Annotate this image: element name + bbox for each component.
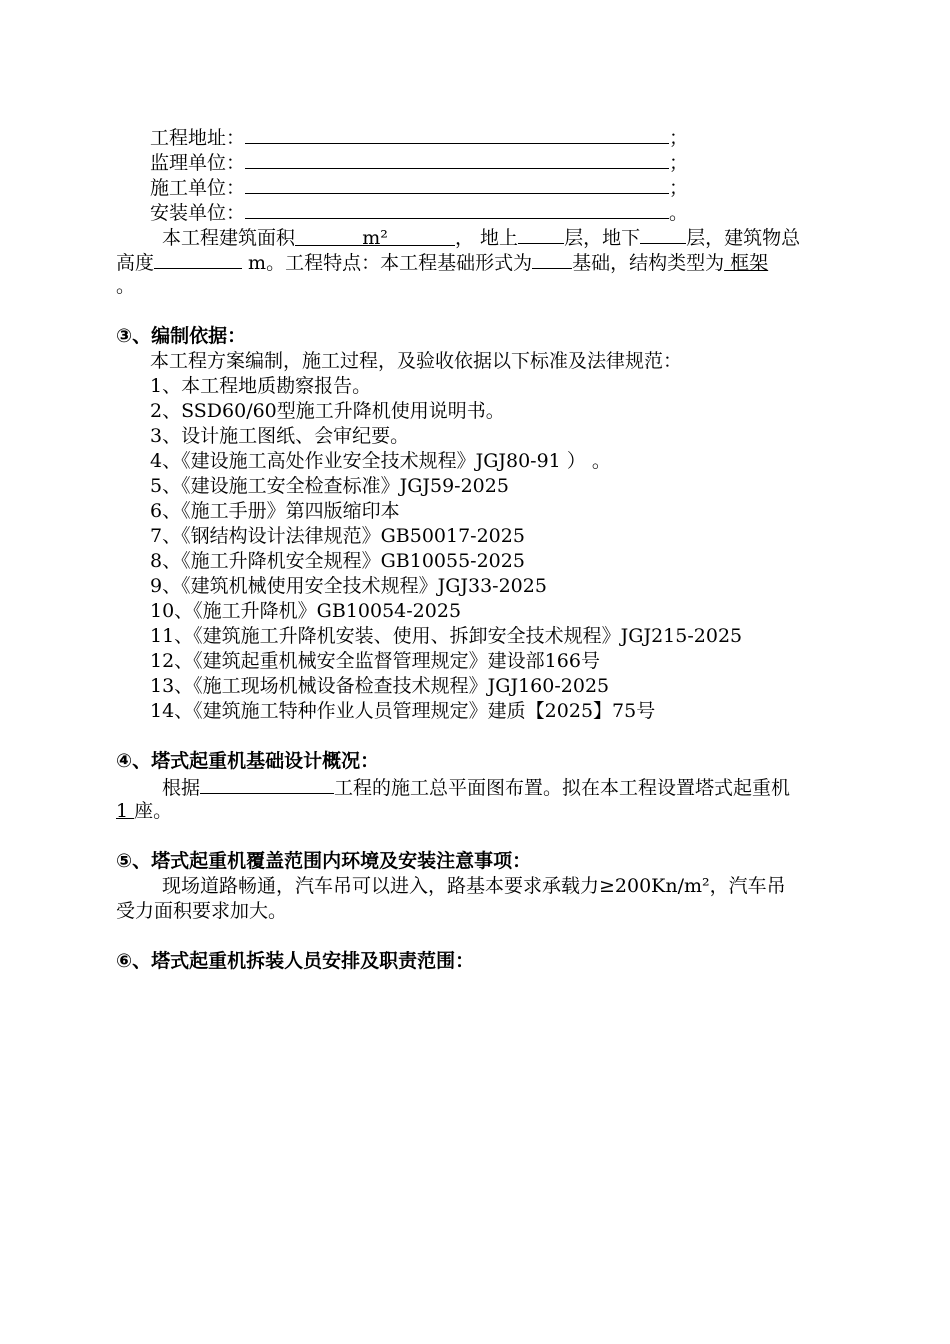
list-item: 8、《施工升降机安全规程》GB10055-2025 — [150, 550, 525, 572]
install-blank — [245, 199, 669, 219]
list-item: 6、《施工手册》第四版缩印本 — [150, 500, 400, 522]
separator: ； — [669, 152, 689, 174]
height-blank — [154, 249, 242, 269]
env-line-1: 现场道路畅通，汽车吊可以进入，路基本要求承载力≥200Kn/m²，汽车吊 — [162, 875, 786, 897]
list-item: 10、《施工升降机》GB10054-2025 — [150, 600, 462, 622]
structure-type: 框架 — [724, 252, 769, 274]
install-label: 安装单位： — [150, 202, 246, 224]
overview-line-3 — [116, 274, 135, 299]
crane-text: 根据 — [162, 777, 201, 799]
basis-heading: ③、编制依据： — [116, 325, 247, 347]
above-floors-blank — [518, 224, 564, 244]
list-item: 12、《建筑起重机械安全监督管理规定》建设部166号 — [150, 650, 600, 672]
overview-text: ， 地上 — [455, 227, 519, 249]
crane-line-2 — [116, 799, 172, 824]
below-floors-blank — [640, 224, 686, 244]
list-item: 3、设计施工图纸、会审纪要。 — [150, 425, 410, 447]
install-field — [150, 199, 688, 226]
overview-text: 。 — [116, 275, 136, 297]
construction-label: 施工单位： — [150, 177, 246, 199]
list-item: 9、《建筑机械使用安全技术规程》JGJ33-2025 — [150, 575, 547, 597]
overview-text: 高度 — [116, 252, 155, 274]
foundation-blank — [532, 249, 572, 269]
separator: 。 — [669, 202, 689, 224]
list-item: 5、《建设施工安全检查标准》JGJ59-2025 — [150, 475, 509, 497]
env-line-2: 受力面积要求加大。 — [116, 900, 288, 922]
overview-text: m。工程特点：本工程基础形式为 — [242, 252, 533, 274]
separator: ； — [669, 127, 689, 149]
area-blank — [295, 226, 455, 249]
list-item: 4、《建设施工高处作业安全技术规程》JGJ80-91 ） 。 — [150, 450, 611, 472]
list-item: 7、《钢结构设计法律规范》GB50017-2025 — [150, 525, 525, 547]
crane-text: 座。 — [134, 800, 173, 822]
supervision-blank — [245, 149, 669, 169]
overview-line-1 — [162, 224, 800, 251]
project-name-blank — [200, 774, 334, 794]
overview-text: 本工程建筑面积 — [162, 227, 296, 249]
crane-text: 工程的施工总平面图布置。拟在本工程设置塔式起重机 — [334, 777, 791, 799]
supervision-field — [150, 149, 688, 176]
overview-text: 基础，结构类型为 — [572, 252, 725, 274]
crane-heading: ④、塔式起重机基础设计概况： — [116, 750, 380, 772]
list-item: 2、SSD60/60型施工升降机使用说明书。 — [150, 400, 505, 422]
env-heading: ⑤、塔式起重机覆盖范围内环境及安装注意事项： — [116, 850, 532, 872]
basis-intro: 本工程方案编制，施工过程，及验收依据以下标准及法律规范： — [150, 350, 683, 372]
overview-text: 层，建筑物总 — [686, 227, 801, 249]
supervision-label: 监理单位： — [150, 152, 246, 174]
address-field — [150, 124, 688, 151]
construction-blank — [245, 174, 669, 194]
list-item: 13、《施工现场机械设备检查技术规程》JGJ160-2025 — [150, 675, 610, 697]
address-blank — [245, 124, 669, 144]
crane-count: 1 — [116, 800, 135, 822]
overview-line-2 — [116, 249, 768, 276]
list-item: 11、《建筑施工升降机安装、使用、拆卸安全技术规程》JGJ215-2025 — [150, 625, 743, 647]
construction-field — [150, 174, 688, 201]
address-label: 工程地址： — [150, 127, 246, 149]
list-item: 14、《建筑施工特种作业人员管理规定》建质【2025】75号 — [150, 700, 656, 722]
crane-line-1 — [162, 774, 790, 801]
separator: ； — [669, 177, 689, 199]
area-unit: m² — [362, 227, 388, 249]
overview-text: 层，地下 — [564, 227, 641, 249]
staff-heading: ⑥、塔式起重机拆装人员安排及职责范围： — [116, 950, 475, 972]
list-item: 1、本工程地质勘察报告。 — [150, 375, 372, 397]
